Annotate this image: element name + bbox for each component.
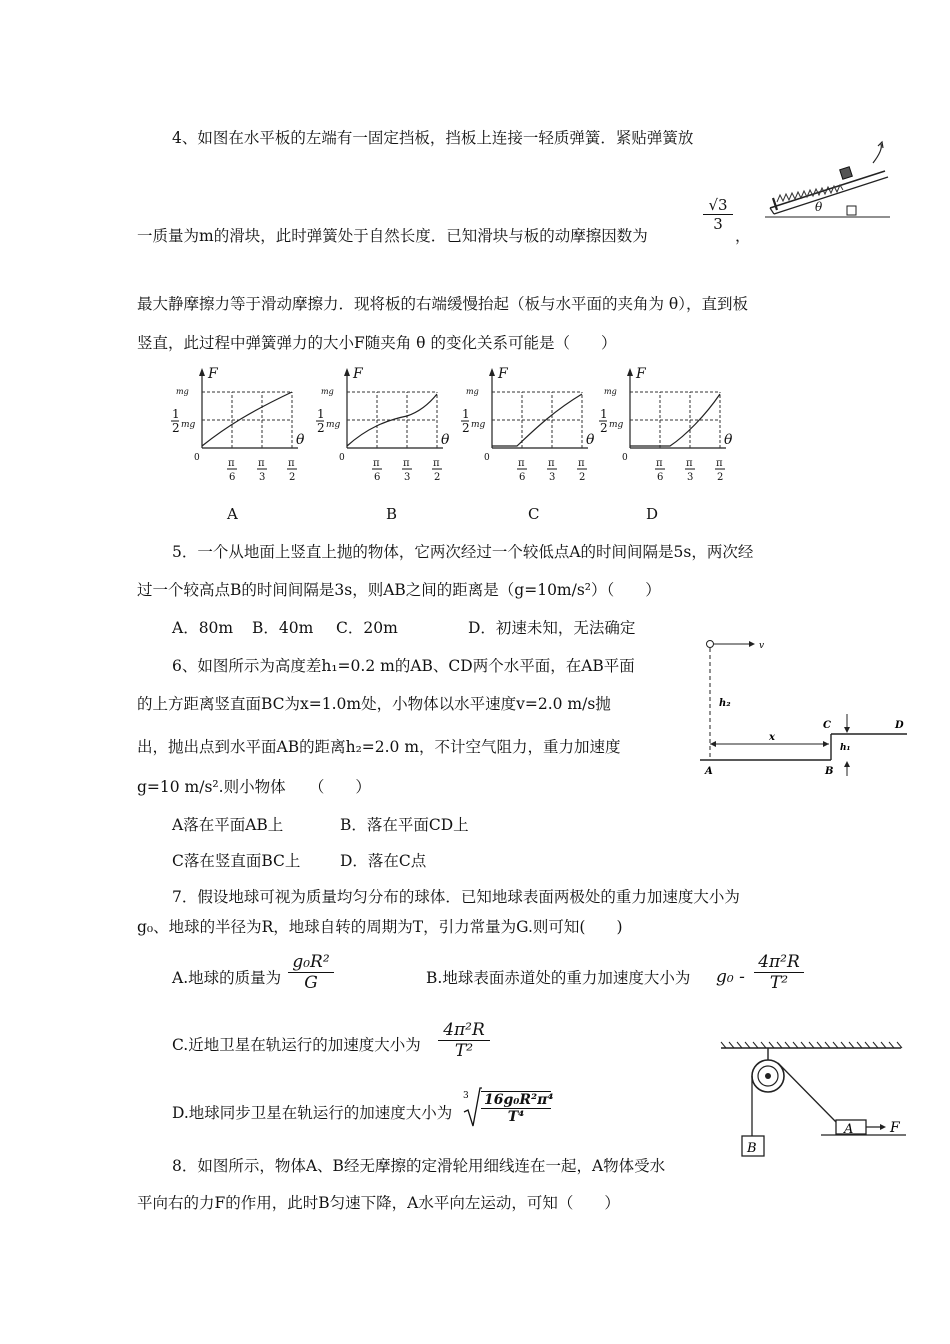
q4-mu-fraction: $\frac{√3}{3}$ [703, 196, 733, 233]
graph-tick-den: 3 [259, 472, 266, 483]
q7-option-b: B.地球表面赤道处的重力加速度大小为 [426, 969, 691, 987]
graph-y-arrow [627, 368, 633, 376]
q6-line-2: 的上方距离竖直面BC为x=1.0m处，小物体以水平速度v=2.0 m/s抛 [137, 695, 611, 713]
q6-fig-x: x [769, 732, 775, 743]
graph-half-num: 1 [462, 407, 470, 421]
q7-option-a: A.地球的质量为 [172, 969, 282, 987]
graph-tick-den: 3 [549, 472, 556, 483]
graph-mg-label: mg [604, 387, 617, 396]
q6-fig-d: D [895, 720, 904, 731]
q6-projectile-figure [695, 636, 913, 786]
q7-option-d: D.地球同步卫星在轨运行的加速度大小为 [172, 1104, 453, 1122]
graph-halfmg-label: mg [326, 420, 341, 430]
graph-tick-pi: π [288, 458, 295, 469]
graph-halfmg-label: mg [181, 420, 196, 430]
graph-half-num: 1 [172, 407, 180, 421]
graph-mg-label: mg [321, 387, 334, 396]
q6-fig-h2: h₂ [719, 698, 731, 709]
graph-origin-label: 0 [622, 453, 628, 463]
q7-line-2: g₀、地球的半径为R，地球自转的周期为T，引力常量为G.则可知( ) [137, 918, 623, 936]
graph-half-num: 1 [317, 407, 325, 421]
q6-fig-h1: h₁ [840, 743, 851, 753]
graph-tick-den: 3 [404, 472, 411, 483]
q6-line-1: 6、如图所示为高度差h₁=0.2 m的AB、CD两个水平面，在AB平面 [172, 657, 635, 675]
q4-option-d: D [646, 505, 659, 523]
q8-fig-f: F [890, 1120, 900, 1136]
q4-graphs [160, 362, 770, 482]
graph-f-label: F [498, 366, 508, 382]
q6-fig-c: C [823, 720, 831, 731]
graph-tick-den: 6 [657, 472, 664, 483]
graph-theta-label: θ [724, 432, 733, 448]
q4-line-1: 4、如图在水平板的左端有一固定挡板，挡板上连接一轻质弹簧．紧贴弹簧放 [172, 129, 694, 147]
q4-line-4: 竖直，此过程中弹簧弹力的大小F随夹角 θ 的变化关系可能是（ ） [137, 334, 617, 352]
q7-option-c-fraction: $\frac{\text{4π²R}}{\text{T²}}$ [438, 1020, 490, 1061]
graph-tick-pi: π [578, 458, 585, 469]
q6-fig-b: B [825, 766, 834, 777]
graph-tick-den: 2 [579, 472, 586, 483]
q7-option-d-fraction: $\frac{\text{16g₀R²π⁴}}{\text{T⁴}}$ [481, 1091, 551, 1125]
graph-theta-label: θ [441, 432, 450, 448]
graph-tick-pi: π [403, 458, 410, 469]
graph-mg-label: mg [466, 387, 479, 396]
graph-tick-pi: π [716, 458, 723, 469]
graph-f-label: F [636, 366, 646, 382]
graph-half-num: 1 [600, 407, 608, 421]
q5-option-d: D．初速未知，无法确定 [468, 619, 636, 637]
q6-line-4: g=10 m/s².则小物体 （ ） [137, 778, 371, 796]
q5-option-c: C．20m [336, 619, 398, 637]
q5-option-b: B．40m [252, 619, 314, 637]
q4-option-c: C [528, 505, 540, 523]
graph-f-label: F [208, 366, 218, 382]
graph-half-den: 2 [462, 421, 470, 435]
q5-line-1: 5．一个从地面上竖直上抛的物体，它两次经过一个较低点A的时间间隔是5s，两次经 [172, 543, 754, 561]
graph-half-den: 2 [317, 421, 325, 435]
graph-tick-den: 3 [687, 472, 694, 483]
graph-tick-den: 2 [289, 472, 296, 483]
graph-tick-den: 2 [434, 472, 441, 483]
graph-origin-label: 0 [484, 453, 490, 463]
q6-line-3: 出，抛出点到水平面AB的距离h₂=2.0 m，不计空气阻力，重力加速度 [137, 738, 621, 756]
q8-fig-b: B [747, 1141, 757, 1156]
graph-tick-pi: π [228, 458, 235, 469]
graph-half-den: 2 [600, 421, 608, 435]
q8-pulley-figure [716, 1038, 908, 1160]
q4-line-2: 一质量为m的滑块，此时弹簧处于自然长度．已知滑块与板的动摩擦因数为 [137, 227, 648, 245]
graph-origin-label: 0 [194, 453, 200, 463]
graph-f-label: F [353, 366, 363, 382]
q4-incline-figure [765, 138, 890, 223]
q4-option-a: A [227, 505, 238, 523]
graph-tick-pi: π [433, 458, 440, 469]
q5-option-a: A．80m [172, 619, 234, 637]
graph-tick-pi: π [686, 458, 693, 469]
q7-option-b-g0: g₀ - [716, 967, 745, 987]
q8-line-2: 平向右的力F的作用，此时B匀速下降，A水平向左运动，可知（ ） [137, 1194, 620, 1212]
graph-theta-label: θ [296, 432, 305, 448]
graph-y-arrow [489, 368, 495, 376]
q7-option-b-fraction: $\frac{\text{4π²R}}{\text{T²}}$ [754, 952, 804, 993]
graph-tick-pi: π [548, 458, 555, 469]
graph-tick-pi: π [373, 458, 380, 469]
graph-tick-den: 2 [717, 472, 724, 483]
q7-option-a-fraction: $\frac{\text{g₀R²}}{G}$ [288, 952, 334, 993]
graph-tick-den: 6 [229, 472, 236, 483]
graph-half-den: 2 [172, 421, 180, 435]
graph-curve [202, 392, 292, 446]
q6-option-a: A落在平面AB上 [172, 816, 284, 834]
graph-origin-label: 0 [339, 453, 345, 463]
q8-fig-a: A [844, 1122, 854, 1137]
q6-option-b: B．落在平面CD上 [340, 816, 469, 834]
graph-mg-label: mg [176, 387, 189, 396]
graph-y-arrow [344, 368, 350, 376]
q7-option-d-root-index: 3 [463, 1091, 469, 1101]
graph-halfmg-label: mg [471, 420, 486, 430]
q4-line-3: 最大静摩擦力等于滑动摩擦力．现将板的右端缓慢抬起（板与水平面的夹角为 θ），直到板 [137, 295, 749, 313]
q7-line-1: 7．假设地球可视为质量均匀分布的球体．已知地球表面两极处的重力加速度大小为 [172, 888, 740, 906]
q7-option-c: C.近地卫星在轨运行的加速度大小为 [172, 1036, 421, 1054]
q6-option-c: C落在竖直面BC上 [172, 852, 301, 870]
q6-fig-a: A [705, 766, 713, 777]
graph-tick-pi: π [258, 458, 265, 469]
graph-tick-den: 6 [519, 472, 526, 483]
graph-halfmg-label: mg [609, 420, 624, 430]
q7-option-d-root-sign [462, 1088, 482, 1130]
q8-line-1: 8．如图所示，物体A、B经无摩擦的定滑轮用细线连在一起，A物体受水 [172, 1157, 666, 1175]
q6-fig-v: v [759, 641, 765, 651]
q4-line-2-end: ， [735, 227, 751, 245]
graph-tick-den: 6 [374, 472, 381, 483]
graph-tick-pi: π [518, 458, 525, 469]
q5-line-2: 过一个较高点B的时间间隔是3s，则AB之间的距离是（g=10m/s²）（ ） [137, 581, 661, 599]
q4-fig-theta: θ [815, 200, 823, 214]
graph-tick-pi: π [656, 458, 663, 469]
graph-theta-label: θ [586, 432, 595, 448]
graph-y-arrow [199, 368, 205, 376]
q4-option-b: B [386, 505, 398, 523]
q6-option-d: D．落在C点 [340, 852, 427, 870]
